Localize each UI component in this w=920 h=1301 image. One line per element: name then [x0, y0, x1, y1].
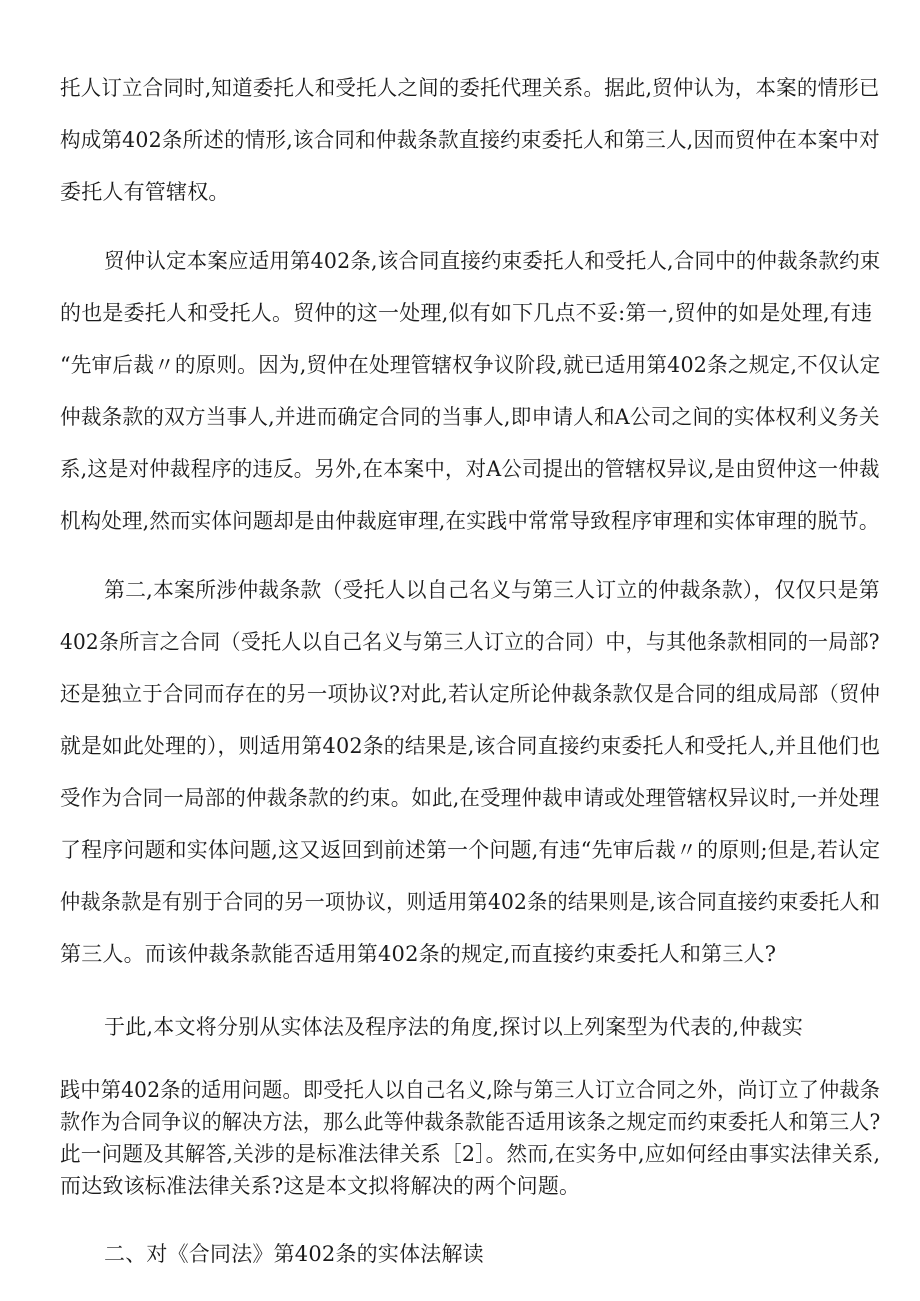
text-line: 还是独立于合同而存在的另一项协议?对此,若认定所论仲裁条款仅是合同的组成局部（贸仲 [60, 682, 881, 706]
text-line: 委托人有管辖权。 [60, 180, 230, 204]
text-line: 第三人。而该仲裁条款能否适用第402条的规定,而直接约束委托人和第三人? [60, 942, 777, 966]
text-line: 仲裁条款的双方当事人,并进而确定合同的当事人,即申请人和A公司之间的实体权利义务关 [60, 405, 880, 429]
text-line: 贸仲认定本案应适用第402条,该合同直接约束委托人和受托人,合同中的仲裁条款约束 [104, 249, 881, 273]
text-line: 了程序问题和实体问题,这又返回到前述第一个问题,有违“先审后裁〃的原则;但是,若认定 [60, 838, 881, 862]
text-line: 款作为合同争议的解决方法，那么此等仲裁条款能否适用该条之规定而约束委托人和第三人? [60, 1110, 881, 1134]
text-line: “先审后裁〃的原则。因为,贸仲在处理管辖权争议阶段,就已适用第402条之规定,不仅认定 [60, 353, 881, 377]
text-line: 于此,本文将分别从实体法及程序法的角度,探讨以上列案型为代表的,仲裁实 [104, 1015, 804, 1039]
text-line: 托人订立合同时,知道委托人和受托人之间的委托代理关系。据此,贸仲认为，本案的情形已 [60, 76, 880, 100]
text-line: 仲裁条款是有别于合同的另一项协议，则适用第402条的结果则是,该合同直接约束委托人和 [60, 890, 881, 914]
text-line: 系,这是对仲裁程序的违反。另外,在本案中，对A公司提出的管辖权异议,是由贸仲这一仲裁 [60, 457, 880, 481]
text-line: 受作为合同一局部的仲裁条款的约束。如此,在受理仲裁申请或处理管辖权异议时,一并处理 [60, 786, 880, 810]
heading-text: 二、对《合同法》第402条的实体法解读 [104, 1242, 484, 1266]
text-line: 而达致该标准法律关系?这是本文拟将解决的两个问题。 [60, 1174, 581, 1198]
text-line: 的也是委托人和受托人。贸仲的这一处理,似有如下几点不妥:第一,贸仲的如是处理,有违 [60, 301, 873, 325]
text-line: 第二,本案所涉仲裁条款（受托人以自己名义与第三人订立的仲裁条款），仅仅只是第 [104, 578, 880, 602]
text-line: 此一问题及其解答,关涉的是标准法律关系［2］。然而,在实务中,应如何经由事实法律关系, [60, 1142, 881, 1166]
text-line: 402条所言之合同（受托人以自己名义与第三人订立的合同）中，与其他条款相同的一局部? [60, 630, 880, 654]
text-line: 践中第402条的适用问题。即受托人以自己名义,除与第三人订立合同之外，尚订立了仲裁条 [60, 1078, 881, 1102]
text-line: 就是如此处理的），则适用第402条的结果是,该合同直接约束委托人和受托人,并且他们也 [60, 734, 881, 758]
text-line: 机构处理,然而实体问题却是由仲裁庭审理,在实践中常常导致程序审理和实体审理的脱节。 [60, 509, 880, 533]
text-line: 构成第402条所述的情形,该合同和仲裁条款直接约束委托人和第三人,因而贸仲在本案中对 [60, 128, 880, 152]
